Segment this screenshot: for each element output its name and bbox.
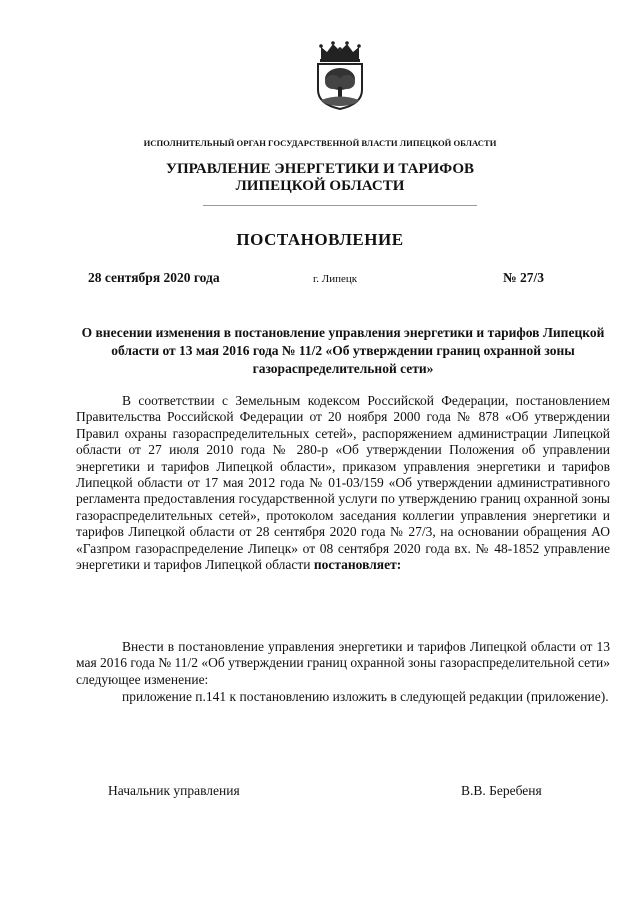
document-subject: О внесении изменения в постановление управления энергетики и тарифов Липецкой области от 13 мая 2016 года № 11/2 «Об утверждении границ охранной зоны газораспределительной сети» xyxy=(81,325,605,376)
signatory-position: Начальник управления xyxy=(108,783,240,798)
document-date: 28 сентября 2020 года xyxy=(88,270,220,285)
document-type: ПОСТАНОВЛЕНИЕ xyxy=(236,230,404,249)
preamble-text: В соответствии с Земельным кодексом Российской Федерации, постановлением Правительства Российской Федерации от 20 ноября 2000 года № 878 «Об утверждении Правил охраны газораспределительных сетей», распоряжением администрации Липецкой области от 27 июля 2010 года № 280-р «Об утверждении Положения об управлении энергетики и тарифов Липецкой области», приказом управления энергетики и тарифов Липецкой области от 17 мая 2012 года № 01-03/159 «Об утверждении административного регламента предоставления государственной услуги по утверждению границ охранной зоны газораспределительных сетей», протоколом заседания коллегии управления энергетики и тарифов Липецкой области от 28 сентября 2020 года № 27/3, на основании обращения АО «Газпром газораспределение Липецк» от 08 сентября 2020 года вх. № 48-1852 управление энергетики и тарифов Липецкой области xyxy=(76,393,610,573)
organization-name: ИСПОЛНИТЕЛЬНЫЙ ОРГАН ГОСУДАРСТВЕННОЙ ВЛАСТИ ЛИПЕЦКОЙ ОБЛАСТИ xyxy=(143,138,497,148)
header-divider xyxy=(203,205,477,206)
lipetsk-region-coat-of-arms-icon xyxy=(312,40,368,110)
resolution-paragraph: Внести в постановление управления энергетики и тарифов Липецкой области от 13 мая 2016 года № 11/2 «Об утверждении границ охранной зоны газораспределительной сети» следующее изменение: xyxy=(76,639,610,687)
document-number: № 27/3 xyxy=(503,270,544,285)
resolution-keyword: постановляет: xyxy=(313,557,402,573)
department-name-line2: ЛИПЕЦКОЙ ОБЛАСТИ xyxy=(235,178,405,194)
document-city: г. Липецк xyxy=(313,273,358,285)
preamble-paragraph xyxy=(76,393,610,573)
amendment-paragraph: приложение п.141 к постановлению изложить в следующей редакции (приложение). xyxy=(122,689,609,704)
department-name-line1: УПРАВЛЕНИЕ ЭНЕРГЕТИКИ И ТАРИФОВ xyxy=(165,161,475,177)
signatory-name: В.В. Беребеня xyxy=(461,783,542,798)
